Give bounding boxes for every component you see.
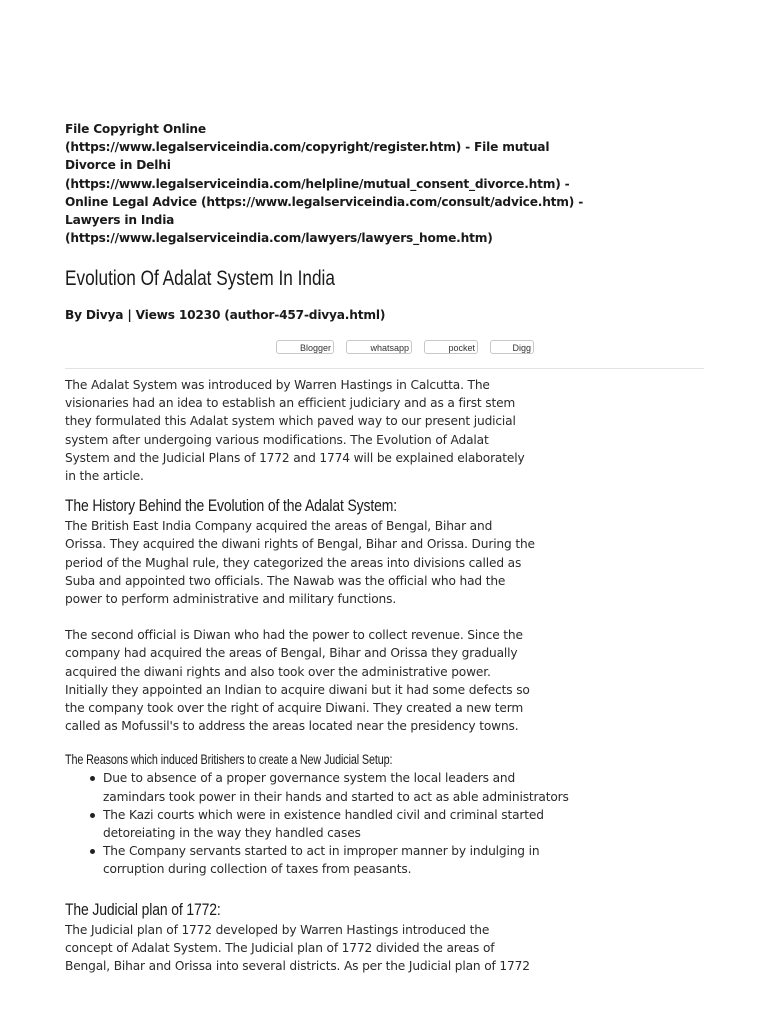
history-paragraph-1: [65, 517, 605, 608]
article-body: [65, 376, 605, 975]
article-title: Evolution Of Adalat System In India: [65, 267, 335, 290]
plan-1772-paragraph: [65, 921, 605, 976]
text-line: Initially they appointed an Indian to acquire diwani but it had some defects so: [65, 682, 530, 697]
digg-icon: [494, 344, 502, 352]
text-line: detoreiating in the way they handled cases: [103, 826, 361, 841]
header-link-line[interactable]: (https://www.legalserviceindia.com/helpline/mutual_consent_divorce.htm) -: [65, 176, 570, 191]
share-whatsapp-label: whatsapp: [370, 343, 409, 353]
list-item: [103, 769, 605, 805]
share-bar: [0, 340, 768, 356]
history-paragraph-2: [65, 626, 605, 735]
share-blogger-button[interactable]: [276, 340, 334, 354]
text-line: power to perform administrative and military functions.: [65, 592, 397, 607]
text-line: System and the Judicial Plans of 1772 and 1774 will be explained elaborately: [65, 450, 525, 465]
header-link-line[interactable]: Divorce in Delhi: [65, 158, 171, 173]
text-line: concept of Adalat System. The Judicial plan of 1772 divided the areas of: [65, 940, 495, 955]
share-pocket-button[interactable]: [424, 340, 478, 354]
intro-paragraph: [65, 376, 605, 485]
plan-1772-heading: The Judicial plan of 1772:: [65, 899, 221, 919]
text-line: The British East India Company acquired the areas of Bengal, Bihar and: [65, 519, 493, 534]
text-line: called as Mofussil's to address the areas located near the presidency towns.: [65, 719, 519, 734]
divider: [65, 368, 704, 369]
list-item: [103, 842, 605, 878]
share-whatsapp-button[interactable]: [346, 340, 412, 354]
header-link-line[interactable]: (https://www.legalserviceindia.com/lawyers/lawyers_home.htm): [65, 231, 493, 246]
share-digg-button[interactable]: [490, 340, 534, 354]
text-line: The Adalat System was introduced by Warren Hastings in Calcutta. The: [65, 378, 490, 392]
text-line: Orissa. They acquired the diwani rights of Bengal, Bihar and Orissa. During the: [65, 537, 535, 552]
text-line: system after undergoing various modifications. The Evolution of Adalat: [65, 432, 489, 447]
text-line: Due to absence of a proper governance system the local leaders and: [103, 771, 516, 786]
text-line: company had acquired the areas of Bengal, Bihar and Orissa they gradually: [65, 646, 518, 661]
text-line: they formulated this Adalat system which paved way to our present judicial: [65, 414, 516, 429]
text-line: The Company servants started to act in improper manner by indulging in: [103, 844, 540, 859]
share-digg-label: Digg: [512, 343, 531, 353]
reasons-heading: The Reasons which induced Britishers to create a New Judicial Setup:: [65, 752, 393, 768]
text-line: Suba and appointed two officials. The Nawab was the official who had the: [65, 573, 506, 588]
header-links: [65, 120, 584, 247]
text-line: visionaries had an idea to establish an efficient judiciary and as a first stem: [65, 396, 516, 411]
reasons-list: [65, 769, 605, 878]
text-line: acquired the diwani rights and also took over the administrative power.: [65, 664, 491, 679]
blogger-icon: [280, 344, 288, 352]
pocket-icon: [428, 344, 436, 352]
whatsapp-icon: [350, 344, 358, 352]
text-line: the company took over the right of acquire Diwani. They created a new term: [65, 701, 524, 716]
author-byline-link[interactable]: By Divya | Views 10230 (author-457-divya.html): [65, 308, 386, 322]
share-blogger-label: Blogger: [299, 343, 331, 353]
text-line: zamindars took power in their hands and started to act as able administrators: [103, 789, 569, 804]
header-link-line[interactable]: (https://www.legalserviceindia.com/copyright/register.htm) - File mutual: [65, 140, 550, 155]
header-link-line[interactable]: File Copyright Online: [65, 122, 206, 136]
text-line: The Judicial plan of 1772 developed by Warren Hastings introduced the: [65, 922, 490, 937]
text-line: The Kazi courts which were in existence handled civil and criminal started: [103, 807, 544, 822]
header-link-line[interactable]: Online Legal Advice (https://www.legalserviceindia.com/consult/advice.htm) -: [65, 194, 584, 209]
text-line: in the article.: [65, 469, 144, 484]
list-item: [103, 806, 605, 842]
header-link-line[interactable]: Lawyers in India: [65, 213, 175, 228]
text-line: The second official is Diwan who had the power to collect revenue. Since the: [65, 628, 523, 643]
history-heading: The History Behind the Evolution of the Adalat System:: [65, 496, 397, 516]
text-line: period of the Mughal rule, they categorized the areas into divisions called as: [65, 555, 522, 570]
text-line: corruption during collection of taxes from peasants.: [103, 862, 412, 877]
share-pocket-label: pocket: [448, 343, 475, 353]
text-line: Bengal, Bihar and Orissa into several districts. As per the Judicial plan of 1772: [65, 959, 530, 974]
